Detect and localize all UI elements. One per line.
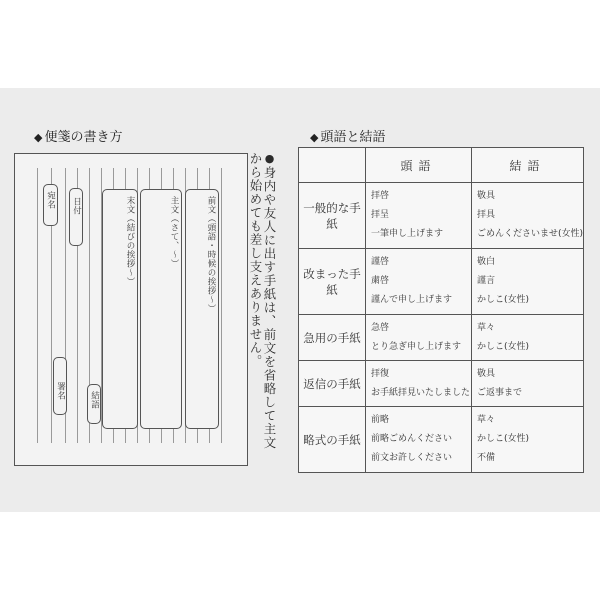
ketsugo-item: 草々 — [476, 415, 495, 425]
ketsugo-cell — [471, 315, 583, 361]
ketsugo-item: かしこ(女性) — [476, 341, 529, 352]
date-field — [69, 188, 83, 246]
ketsugo-item: かしこ(女性) — [476, 434, 529, 444]
letter-guide-title: 便箋の書き方 — [44, 130, 123, 145]
ketsugo-field — [87, 384, 101, 424]
ketsugo-item: ご返事まで — [476, 387, 522, 398]
ketsugo-item: ごめんくださいませ(女性) — [476, 229, 583, 239]
closing-section — [102, 189, 138, 429]
ketsugo-item: 謹言 — [476, 276, 495, 286]
row-category: 返信の手紙 — [299, 361, 366, 407]
togo-item: 急啓 — [370, 322, 389, 333]
togo-cell — [365, 183, 471, 249]
ruled-line — [221, 168, 222, 443]
table-row — [299, 183, 584, 249]
togo-cell — [365, 407, 471, 473]
table-row — [299, 249, 584, 315]
togo-item: 一筆申し上げます — [370, 229, 443, 239]
ketsugo-cell — [471, 249, 583, 315]
bullet-icon: ● — [263, 152, 276, 166]
togo-cell — [365, 249, 471, 315]
ketsugo-item: 拝具 — [476, 210, 495, 220]
greeting-table-title: 頭語と結語 — [320, 130, 386, 145]
togo-item: 拝啓 — [370, 191, 389, 201]
togo-item: 前略 — [370, 415, 389, 425]
row-category: 略式の手紙 — [299, 407, 366, 473]
addressee-field — [43, 184, 58, 226]
row-category: 一般的な手紙 — [299, 183, 366, 249]
main-label: 主文（さて、〜） — [169, 196, 179, 268]
ketsugo-item: 草々 — [476, 322, 495, 333]
ketsugo-cell — [471, 407, 583, 473]
togo-item: とり急ぎ申し上げます — [370, 341, 461, 352]
letter-layout-diagram — [14, 153, 248, 466]
togo-item: 粛啓 — [370, 276, 389, 286]
ketsugo-label: 結語 — [89, 391, 100, 409]
diamond-icon: ◆ — [34, 131, 43, 144]
togo-item: 前文お許しください — [370, 453, 452, 463]
table-row — [299, 361, 584, 407]
table-row — [299, 315, 584, 361]
togo-item: お手紙拝見いたしました — [370, 387, 470, 398]
togo-item: 謹んで申し上げます — [370, 295, 452, 305]
row-category: 急用の手紙 — [299, 315, 366, 361]
diamond-icon: ◆ — [310, 131, 319, 144]
ketsugo-item: 敬具 — [476, 368, 495, 379]
header-togo: 頭語 — [365, 148, 471, 183]
date-label: 日付 — [71, 197, 82, 215]
togo-item: 謹啓 — [370, 257, 389, 267]
closing-label: 末文（結びの挨拶〜） — [125, 196, 135, 286]
header-ketsugo: 結語 — [471, 148, 583, 183]
togo-cell — [365, 361, 471, 407]
table-row — [299, 407, 584, 473]
signature-field — [53, 357, 67, 415]
main-section — [140, 189, 182, 429]
togo-item: 前略ごめんください — [370, 434, 452, 444]
togo-item: 拝呈 — [370, 210, 389, 220]
preface-section — [185, 189, 219, 429]
ketsugo-item: かしこ(女性) — [476, 295, 529, 305]
note-text: 身内や友人に出す手紙は、前文を省略して主文から始めても差し支えありません。 — [248, 152, 277, 450]
casual-letter-note — [248, 152, 276, 452]
ketsugo-item: 敬白 — [476, 257, 495, 267]
letter-guide-heading — [34, 126, 122, 145]
togo-cell — [365, 315, 471, 361]
ketsugo-cell — [471, 361, 583, 407]
ketsugo-item: 敬具 — [476, 191, 495, 201]
greeting-closing-table — [298, 147, 584, 473]
preface-label: 前文（頭語・時候の挨拶〜） — [206, 196, 216, 313]
signature-label: 署名 — [55, 382, 66, 400]
togo-item: 拝復 — [370, 368, 389, 379]
greeting-table-heading — [310, 126, 385, 145]
row-category: 改まった手紙 — [299, 249, 366, 315]
header-empty — [299, 148, 366, 183]
ketsugo-item: 不備 — [476, 453, 495, 463]
table-header-row — [299, 148, 584, 183]
ketsugo-cell — [471, 183, 583, 249]
ruled-line — [37, 168, 38, 443]
addressee-label: 宛名 — [45, 191, 56, 209]
